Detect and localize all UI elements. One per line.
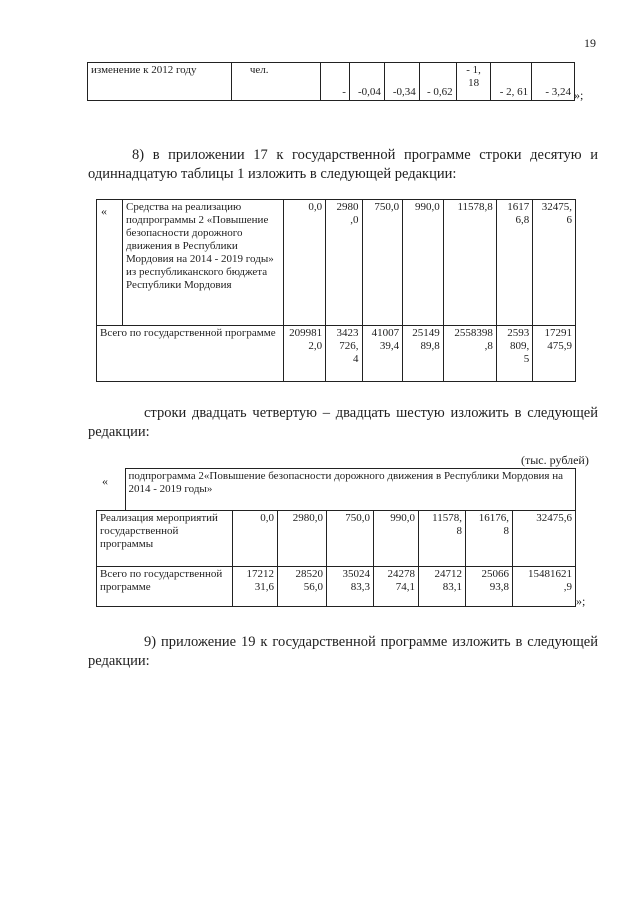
value-cell: 24278 74,1 [374,567,419,607]
value-cell: 11578, 8 [419,511,466,567]
value-cell: 32475,6 [513,511,576,567]
value-cell: 15481621 ,9 [513,567,576,607]
unit-cell: чел. [231,63,320,101]
value-cell: 209981 2,0 [284,326,326,382]
value-cell: 41007 39,4 [362,326,403,382]
value-cell: 0,0 [284,200,326,326]
page-number: 19 [584,36,596,50]
row-label: Реализация мероприятий государственной программы [97,511,233,567]
value-cell: - 1, 18 [456,63,491,101]
value-cell: - 3,24 [532,63,575,101]
value-cell: 35024 83,3 [327,567,374,607]
value-cell: -0,04 [349,63,384,101]
value-cell: 2980 ,0 [326,200,362,326]
value-cell: 25066 93,8 [466,567,513,607]
value-cell: 990,0 [403,200,444,326]
value-cell: 3423 726, 4 [326,326,362,382]
value-cell: 25149 89,8 [403,326,444,382]
table-top [87,62,575,101]
value-cell: - [321,63,350,101]
row-label: Всего по государственной программе [97,567,233,607]
paragraph-rows: строки двадцать четвертую – двадцать шестую изложить в следующей редакции: [88,405,598,440]
subprogram-header: подпрограмма 2«Повышение безопасности дорожного движения в Республики Мордовия на 2014 - 2019 годы» [125,469,576,511]
value-cell: 17212 31,6 [233,567,278,607]
value-cell: 750,0 [362,200,403,326]
value-cell: 32475, 6 [533,200,576,326]
value-cell: 990,0 [374,511,419,567]
value-cell: 11578,8 [443,200,496,326]
value-cell: 750,0 [327,511,374,567]
blank-cell [97,469,126,511]
value-cell: 2980,0 [278,511,327,567]
table-rows-24-26 [96,468,576,607]
closing-quote: »; [576,594,586,608]
value-cell: 17291 475,9 [533,326,576,382]
closing-quote: »; [574,88,584,102]
row-label: Средства на реализацию подпрограммы 2 «Повышение безопасности дорожного движения в Республики Мордовия на 2014 - 2019 годы» из республиканского бюджета Республики Мордовия [123,200,284,326]
opening-quote: « [101,204,107,218]
value-cell: 16176, 8 [466,511,513,567]
paragraph-8: 8) в приложении 17 к государственной программе строки десятую и одиннадцатую таблицы 1 изложить в следующей редакции: [88,147,598,182]
unit-note: (тыс. рублей) [521,453,589,467]
opening-quote: « [102,474,108,488]
table-appendix17 [96,199,576,382]
value-cell: 0,0 [233,511,278,567]
row-label: Всего по государственной программе [97,326,284,382]
value-cell: 1617 6,8 [496,200,532,326]
value-cell: 2593 809, 5 [496,326,532,382]
row-label: изменение к 2012 году [88,63,232,101]
value-cell: 28520 56,0 [278,567,327,607]
value-cell: -0,34 [384,63,419,101]
blank-cell [97,200,123,326]
value-cell: - 0,62 [419,63,456,101]
value-cell: - 2, 61 [491,63,532,101]
value-cell: 2558398 ,8 [443,326,496,382]
value-cell: 24712 83,1 [419,567,466,607]
paragraph-9: 9) приложение 19 к государственной программе изложить в следующей редакции: [88,634,598,669]
